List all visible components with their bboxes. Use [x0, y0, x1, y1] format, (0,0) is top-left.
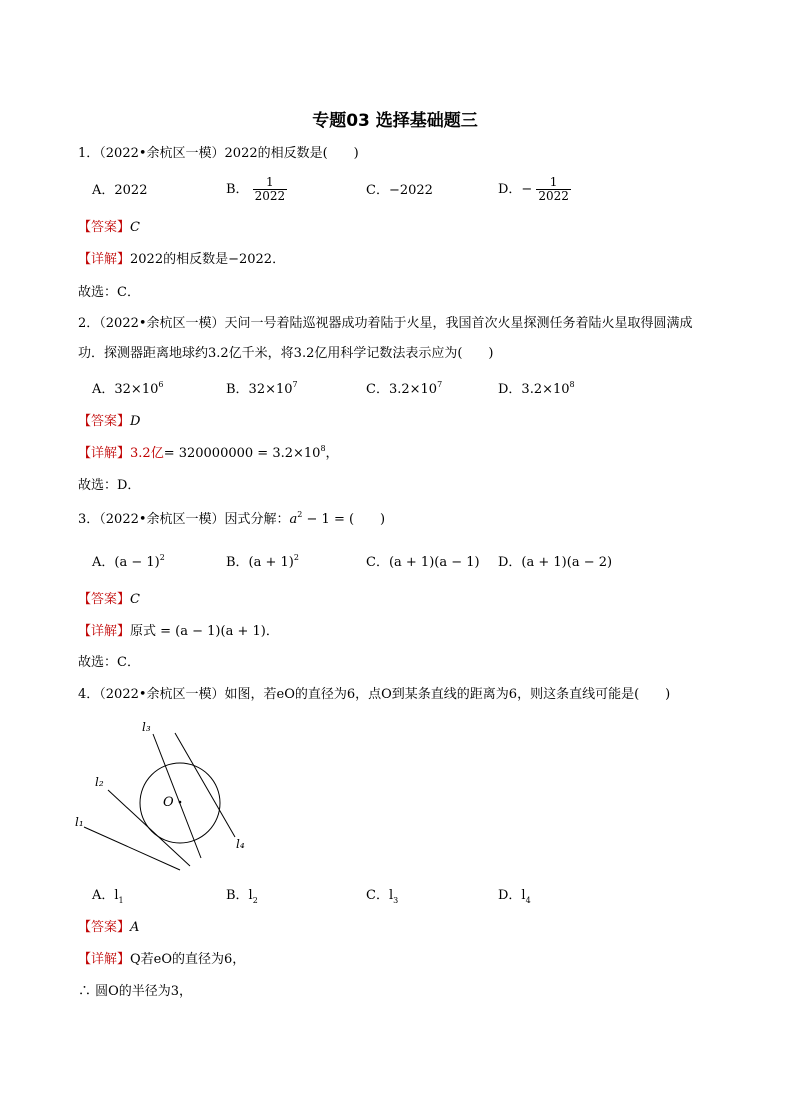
question-3-option-d: D．(a + 1)(a − 2) — [498, 555, 613, 570]
fraction: $\frac{1}{2022}$ — [538, 175, 569, 203]
question-1-option-d: D．− $\frac{1}{2022}$ — [498, 175, 569, 203]
center-label: O — [163, 795, 174, 810]
question-1-answer: 【答案】C — [78, 220, 140, 235]
question-4-stem: 4．（2022•余杭区一模）如图，若eO的直径为6，点O到某条直线的距离为6，则这条直线可能是( ) — [78, 687, 671, 702]
question-4-detail: 【详解】Q若eO的直径为6， — [78, 952, 246, 967]
question-1-option-a: A．2022 — [92, 183, 148, 198]
question-2-stem-line-1: 2．（2022•余杭区一模）天问一号着陆巡视器成功着陆于火星，我国首次火星探测任务着陆火星取得圆满成 — [78, 316, 693, 331]
question-1-option-b: B． $\frac{1}{2022}$ — [226, 175, 286, 203]
line-l1 — [84, 827, 180, 870]
label-l3: l₃ — [142, 720, 151, 734]
question-3-option-a: A．$(a - 1)^2$ — [92, 553, 165, 570]
question-2-stem-line-2: 功．探测器距离地球约3.2亿千米，将3.2亿用科学记数法表示应为( ) — [78, 346, 494, 361]
line-l3 — [153, 734, 201, 858]
question-2-option-a: A．$32\times 10^6$ — [92, 380, 164, 397]
circle-lines-figure — [70, 716, 270, 876]
fraction: $\frac{1}{2022}$ — [254, 175, 286, 203]
question-3-option-c: C．(a + 1)(a − 1) — [366, 555, 480, 570]
question-1-option-c: C．−2022 — [366, 183, 433, 198]
question-4-option-b: B．$l_2$ — [226, 888, 258, 905]
question-3-conclusion: 故选：C． — [78, 655, 140, 670]
question-3-detail: 【详解】原式 = (a − 1)(a + 1)． — [78, 624, 279, 639]
question-2-option-c: C．$3.2\times 10^7$ — [366, 380, 443, 397]
question-2-detail: 【详解】3.2亿= $320000000 = 3.2\times 10^8$， — [78, 444, 339, 461]
label-l4: l₄ — [236, 837, 245, 851]
question-1-conclusion: 故选：C． — [78, 285, 140, 300]
question-2-answer: 【答案】D — [78, 414, 141, 429]
line-l2 — [108, 790, 190, 866]
question-1-detail: 【详解】2022的相反数是−2022． — [78, 252, 286, 267]
question-1-stem: 1．（2022•余杭区一模）2022的相反数是( ) — [78, 146, 359, 161]
question-3-answer: 【答案】C — [78, 592, 140, 607]
question-2-option-d: D．$3.2\times 10^8$ — [498, 380, 575, 397]
question-4-answer: 【答案】A — [78, 920, 140, 935]
page-title: 专题03 选择基础题三 — [312, 111, 478, 131]
question-4-option-a: A．$l_1$ — [92, 888, 124, 905]
question-2-conclusion: 故选：D． — [78, 478, 141, 493]
label-l2: l₂ — [95, 775, 104, 789]
question-3-stem: 3．（2022•余杭区一模）因式分解：$a^2 - 1$ = ( ) — [78, 510, 386, 527]
label-l1: l₁ — [75, 815, 84, 829]
question-4-option-d: D．$l_4$ — [498, 888, 531, 905]
question-4-option-c: C．$l_3$ — [366, 888, 399, 905]
question-2-option-b: B．$32\times 10^7$ — [226, 380, 298, 397]
question-4-detail-2: ∴ 圆O的半径为3， — [78, 984, 193, 999]
question-3-option-b: B．$(a + 1)^2$ — [226, 553, 299, 570]
line-l4 — [175, 733, 235, 837]
